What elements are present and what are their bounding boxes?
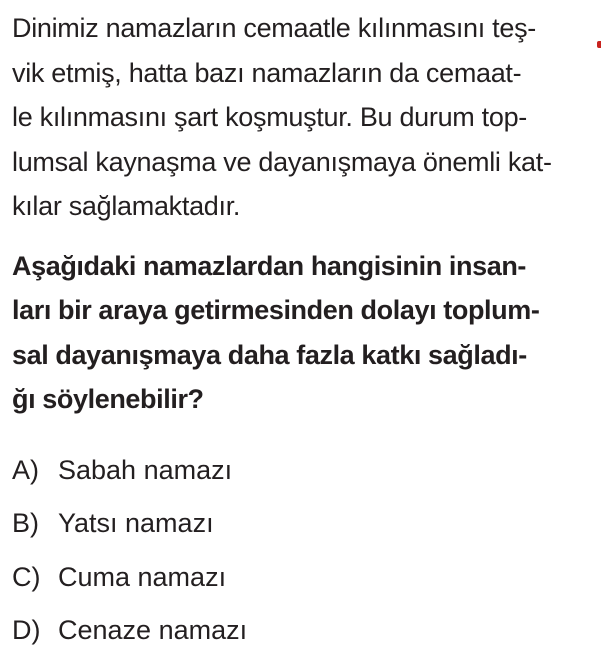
option-text: Sabah namazı <box>58 454 233 485</box>
option-letter: C) <box>12 561 41 592</box>
question-line: ları bir araya getirmesinden dolayı toplum- <box>12 295 540 325</box>
question-line: Aşağıdaki namazlardan hangisinin insan- <box>12 250 527 281</box>
page-edge-mark <box>597 41 601 48</box>
answer-options <box>12 444 597 658</box>
option-text: Cenaze namazı <box>58 615 248 645</box>
option-letter: D) <box>12 615 41 645</box>
intro-line: le kılınmasını şart koşmuştur. Bu durum top- <box>12 102 528 132</box>
intro-paragraph <box>12 6 597 229</box>
option-text: Cuma namazı <box>58 561 227 592</box>
intro-line: kılar sağlamaktadır. <box>12 191 241 221</box>
intro-line: lumsal kaynaşma ve dayanışmaya önemli kat- <box>12 146 552 177</box>
option-b[interactable] <box>12 497 597 551</box>
option-a[interactable] <box>12 444 597 498</box>
question-line: sal dayanışmaya daha fazla katkı sağladı- <box>12 339 527 370</box>
intro-line: Dinimiz namazların cemaatle kılınmasını teş- <box>12 13 536 43</box>
option-letter: A) <box>12 454 39 485</box>
question-stem <box>12 244 597 422</box>
option-d[interactable] <box>12 604 597 658</box>
option-letter: B) <box>12 508 39 538</box>
option-text: Yatsı namazı <box>58 508 214 538</box>
question-card <box>12 6 597 658</box>
question-line: ğı söylenebilir? <box>12 384 204 414</box>
option-c[interactable] <box>12 551 597 605</box>
intro-line: vik etmiş, hatta bazı namazların da cemaat- <box>12 57 522 88</box>
